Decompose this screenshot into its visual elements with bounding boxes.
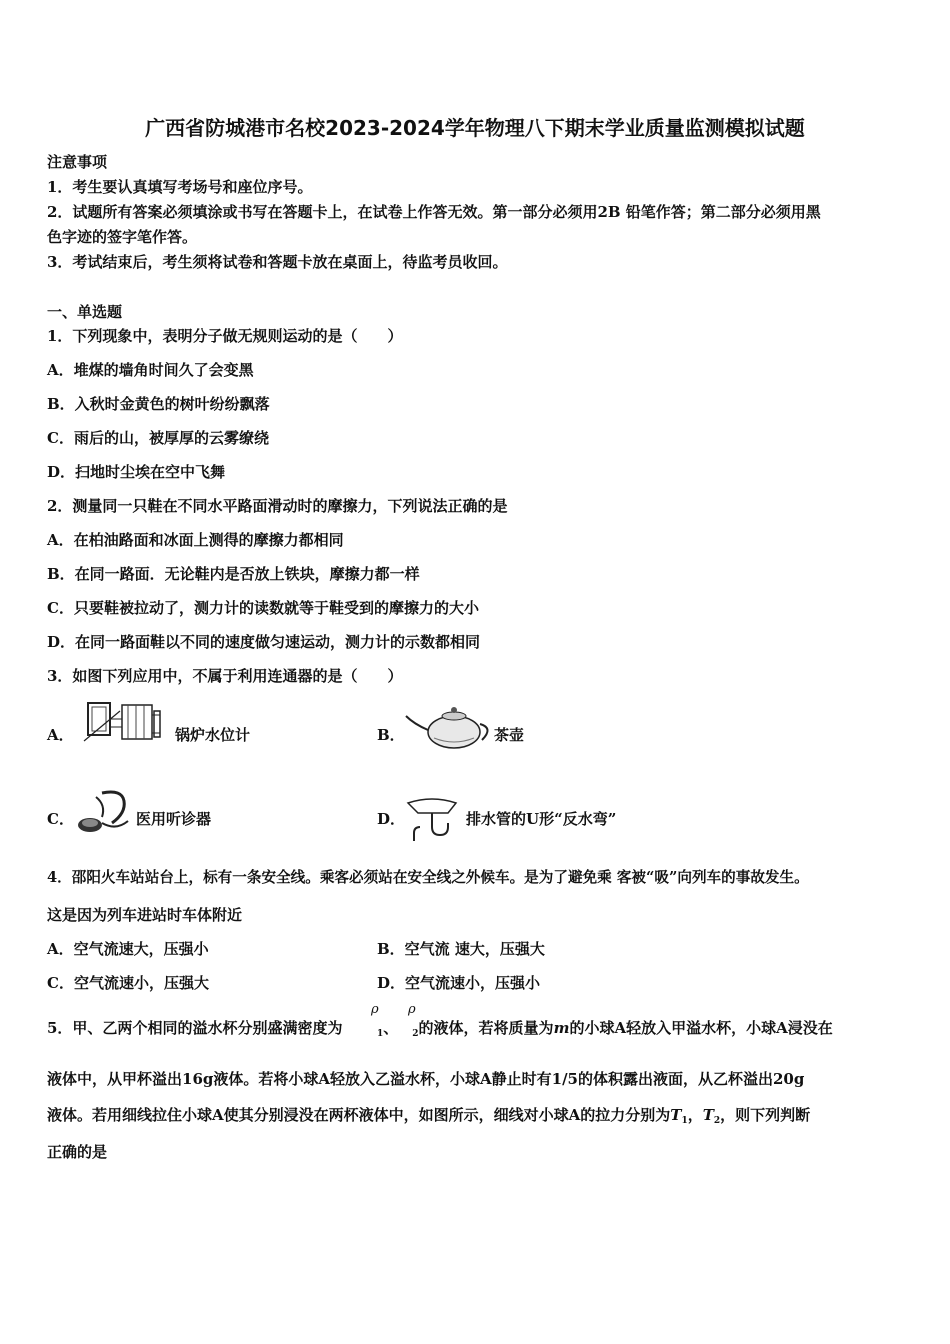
mass-symbol: m [553,1019,570,1037]
q3-option-a-letter: A． [47,726,74,744]
question-4-stem-cont: 这是因为列车进站时车体附近 [47,906,243,924]
tension-symbol: T [702,1106,714,1124]
q5-text: 的小球A轻放入甲溢水杯，小球A浸没在 [569,1019,833,1037]
q5-comma: ， [687,1106,703,1124]
q3-option-b-label: 茶壶 [494,726,525,744]
notice-item: 2．试题所有答案必须填涂或书写在答题卡上，在试卷上作答无效。第一部分必须用2B 铅笔作答；第二部分必须用黑 [47,203,821,221]
q1-option-a: A．堆煤的墙角时间久了会变黑 [47,361,254,379]
q5-text: 5．甲、乙两个相同的溢水杯分别盛满密度为 [47,1019,343,1037]
teapot-icon [404,702,494,752]
section-heading: 一、单选题 [47,303,123,321]
t-sub-1: 1 [681,1116,688,1126]
q4-option-b: B．空气流 速大，压强大 [377,940,545,958]
question-4-stem: 4．邵阳火车站站台上，标有一条安全线。乘客必须站在安全线之外候车。是为了避免乘 客被“吸”向列车的事故发生。 [47,869,809,886]
q3-option-c-letter: C． [47,810,74,828]
notice-item: 3．考试结束后，考生须将试卷和答题卡放在桌面上，待监考员收回。 [47,253,508,271]
boiler-gauge-icon [80,697,170,755]
rho-symbol: ρ [408,1002,416,1017]
question-1-stem: 1．下列现象中，表明分子做无规则运动的是（ ） [47,327,403,345]
q2-option-d: D．在同一路面鞋以不同的速度做匀速运动，测力计的示数都相同 [47,633,481,651]
q5-text: 的液体，若将质量为 [418,1019,554,1037]
q3-option-b-letter: B． [377,726,405,744]
rho-symbol: ρ [371,1002,379,1017]
u-trap-icon [404,797,464,843]
notice-item: 1．考生要认真填写考场号和座位序号。 [47,178,313,196]
q4-option-d: D．空气流速小，压强小 [377,974,541,992]
q1-option-d: D．扫地时尘埃在空中飞舞 [47,463,226,481]
q2-option-c: C．只要鞋被拉动了，测力计的读数就等于鞋受到的摩擦力的大小 [47,599,479,617]
tension-symbol: T [670,1106,682,1124]
page-title: 广西省防城港市名校2023-2024学年物理八下期末学业质量监测模拟试题 [145,116,805,140]
rho-sub-2: 2 [412,1029,419,1039]
q3-option-d-label: 排水管的U形“反水弯” [466,810,617,828]
q2-option-b: B．在同一路面．无论鞋内是否放上铁块，摩擦力都一样 [47,565,420,583]
q4-option-a: A．空气流速大，压强小 [47,940,209,958]
question-5-line-3 [47,1105,810,1131]
stethoscope-icon [72,787,134,839]
question-5-stem [47,1018,342,1038]
q4-option-c: C．空气流速小，压强大 [47,974,209,992]
q3-option-c-label: 医用听诊器 [136,810,212,828]
q5-sep: 、 [383,1019,399,1037]
q1-option-c: C．雨后的山，被厚厚的云雾缭绕 [47,429,269,447]
q5-text: ，则下列判断 [720,1106,811,1124]
q5-rho-subscripts [377,1018,833,1044]
notice-heading: 注意事项 [47,153,108,171]
question-2-stem: 2．测量同一只鞋在不同水平路面滑动时的摩擦力，下列说法正确的是 [47,497,508,515]
question-3-stem: 3．如图下列应用中，不属于利用连通器的是（ ） [47,667,403,685]
q3-option-d-letter: D． [377,810,406,828]
q3-option-a-label: 锅炉水位计 [175,726,251,744]
notice-item: 色字迹的签字笔作答。 [47,228,198,246]
rho-sub-1: 1 [377,1029,384,1039]
question-5-line-2: 液体中，从甲杯溢出16g液体。若将小球A轻放入乙溢水杯，小球A静止时有1/5的体积露出液面，从乙杯溢出20g [47,1070,805,1088]
q2-option-a: A．在柏油路面和冰面上测得的摩擦力都相同 [47,531,344,549]
q5-text: 液体。若用细线拉住小球A使其分别浸没在两杯液体中，如图所示，细线对小球A的拉力分别为 [47,1106,671,1124]
q1-option-b: B．入秋时金黄色的树叶纷纷飘落 [47,395,270,413]
t-sub-2: 2 [713,1116,721,1126]
question-5-line-4: 正确的是 [47,1143,108,1161]
